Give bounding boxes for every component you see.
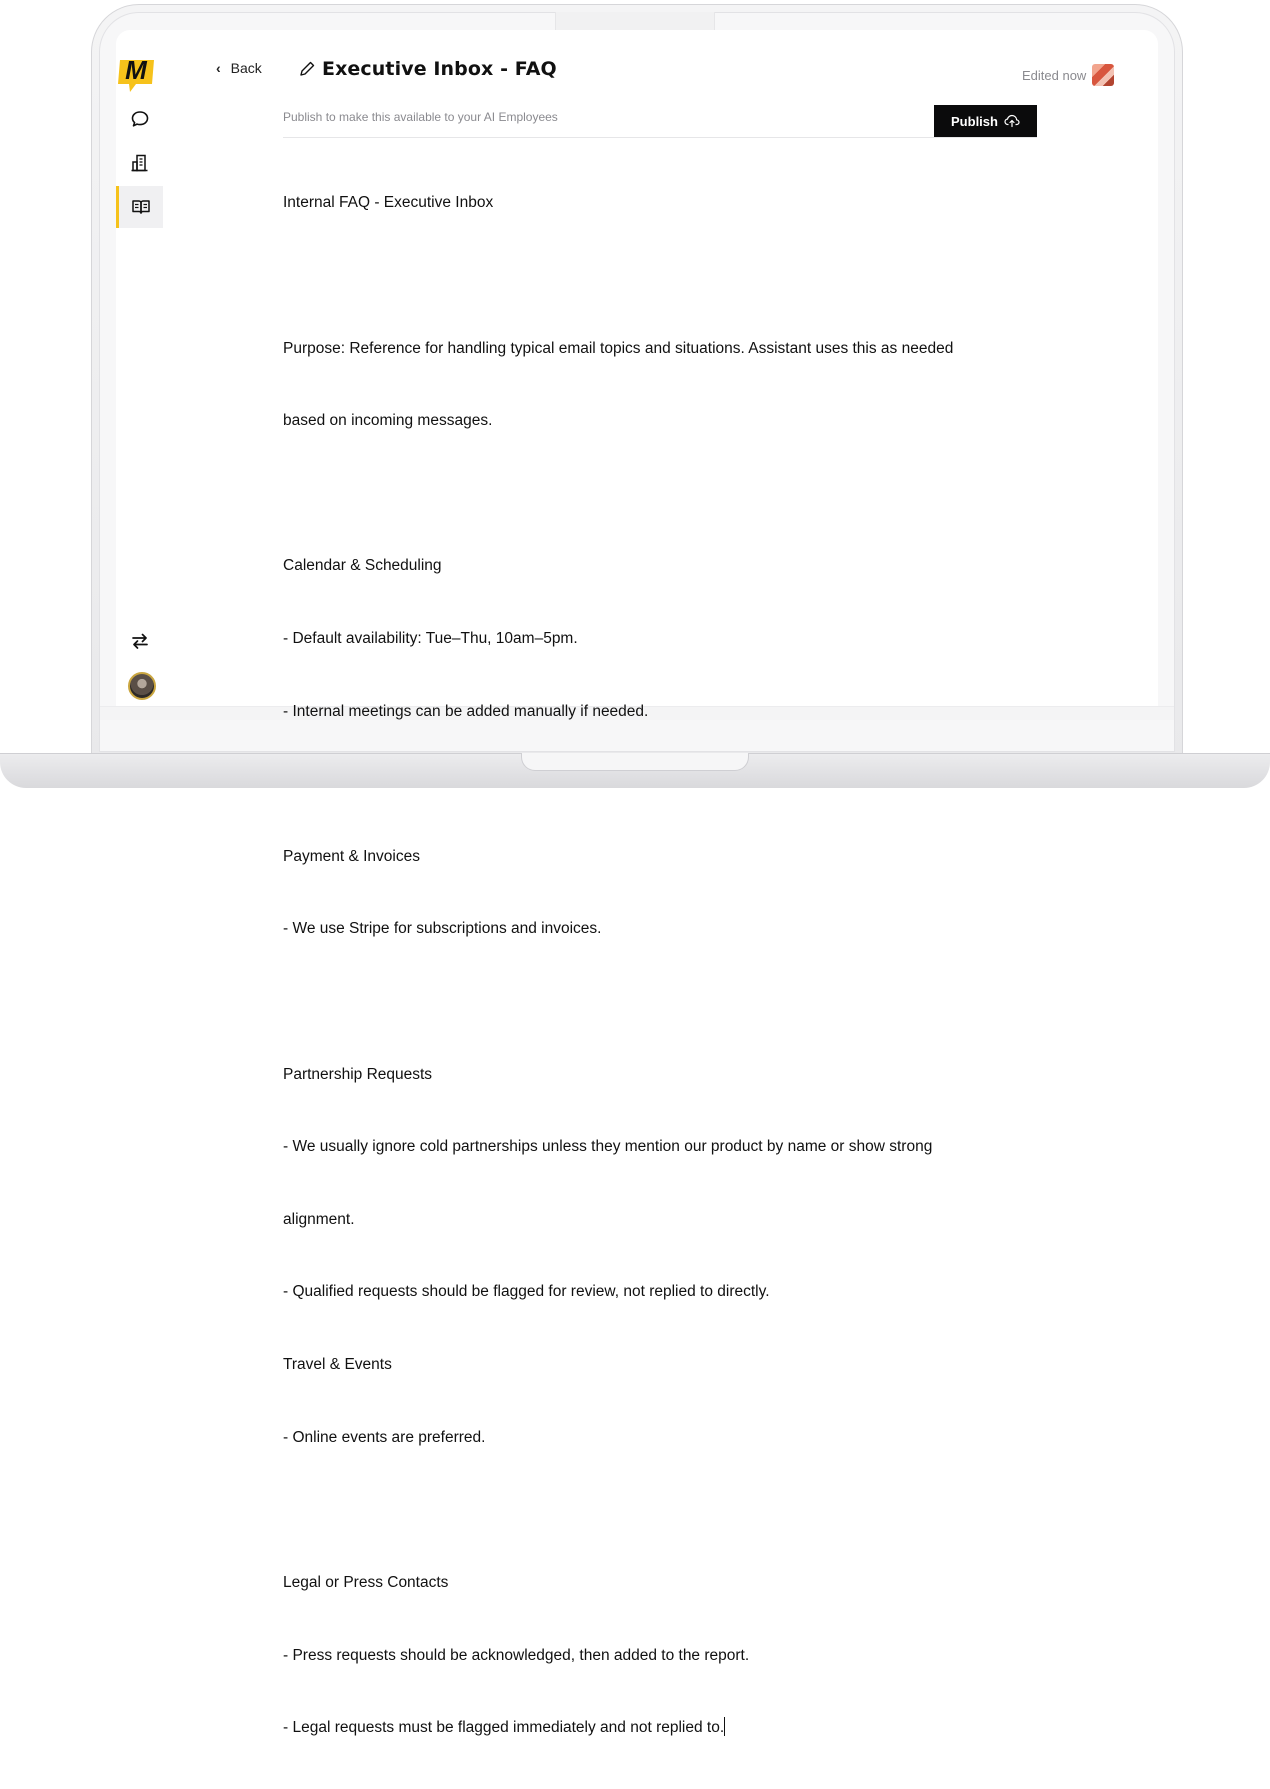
logo-letter: M xyxy=(125,55,147,85)
building-icon xyxy=(130,153,150,173)
app-screen xyxy=(116,30,1158,1737)
publish-button[interactable] xyxy=(934,105,1037,137)
doc-line xyxy=(283,264,1043,288)
doc-line: - Press requests should be acknowledged, then added to the report. xyxy=(283,1646,750,1664)
doc-line xyxy=(283,772,1043,796)
divider xyxy=(283,137,1037,138)
sidebar xyxy=(116,30,164,706)
open-book-icon xyxy=(131,197,151,217)
back-label: Back xyxy=(230,60,262,76)
doc-line: - Default availability: Tue–Thu, 10am–5pm. xyxy=(283,630,578,648)
doc-line: - Internal meetings can be added manually if needed. xyxy=(283,702,649,720)
doc-line: - Legal requests must be flagged immediately and not replied to. xyxy=(283,1719,725,1737)
cloud-upload-icon xyxy=(1004,114,1020,128)
user-avatar[interactable] xyxy=(1092,64,1114,86)
logo-icon xyxy=(116,54,160,94)
swap-arrows-icon xyxy=(130,631,150,651)
sidebar-item-building[interactable] xyxy=(116,142,163,184)
doc-line: Payment & Invoices xyxy=(283,847,420,865)
doc-line xyxy=(283,482,1043,506)
page-title-area[interactable] xyxy=(298,58,557,80)
doc-line: Travel & Events xyxy=(283,1356,392,1374)
text-caret xyxy=(724,1717,725,1736)
doc-line-last xyxy=(283,1716,1043,1740)
document-editor[interactable] xyxy=(283,143,1043,1789)
profile-avatar[interactable] xyxy=(128,672,156,700)
doc-line: Calendar & Scheduling xyxy=(283,557,442,575)
sidebar-item-chat[interactable] xyxy=(116,98,163,140)
doc-line: based on incoming messages. xyxy=(283,412,493,430)
doc-line: - We use Stripe for subscriptions and invoices. xyxy=(283,920,602,938)
doc-line: - Qualified requests should be flagged for review, not replied to directly. xyxy=(283,1283,770,1301)
chevron-left-icon: ‹ xyxy=(216,60,221,76)
doc-line: alignment. xyxy=(283,1210,355,1228)
doc-line xyxy=(283,1498,1043,1522)
back-button[interactable] xyxy=(216,60,262,76)
sidebar-item-knowledge[interactable] xyxy=(116,186,163,228)
doc-line: - We usually ignore cold partnerships unless they mention our product by name or show strong xyxy=(283,1138,933,1156)
edit-status xyxy=(1022,64,1114,86)
switch-workspace-button[interactable] xyxy=(116,620,163,662)
page-title[interactable]: Executive Inbox - FAQ xyxy=(322,58,557,80)
edited-status-text: Edited now xyxy=(1022,67,1087,83)
publish-label: Publish xyxy=(951,113,998,129)
doc-line xyxy=(283,990,1043,1014)
doc-line: Internal FAQ - Executive Inbox xyxy=(283,194,494,212)
app-logo[interactable] xyxy=(116,54,160,94)
chat-bubble-icon xyxy=(130,109,150,129)
doc-line: - Online events are preferred. xyxy=(283,1428,486,1446)
pencil-icon xyxy=(298,60,316,78)
doc-line: Legal or Press Contacts xyxy=(283,1573,449,1591)
doc-line: Purpose: Reference for handling typical email topics and situations. Assistant uses this as needed xyxy=(283,339,954,357)
publish-hint: Publish to make this available to your AI Employees xyxy=(283,110,558,124)
doc-line: Partnership Requests xyxy=(283,1065,433,1083)
